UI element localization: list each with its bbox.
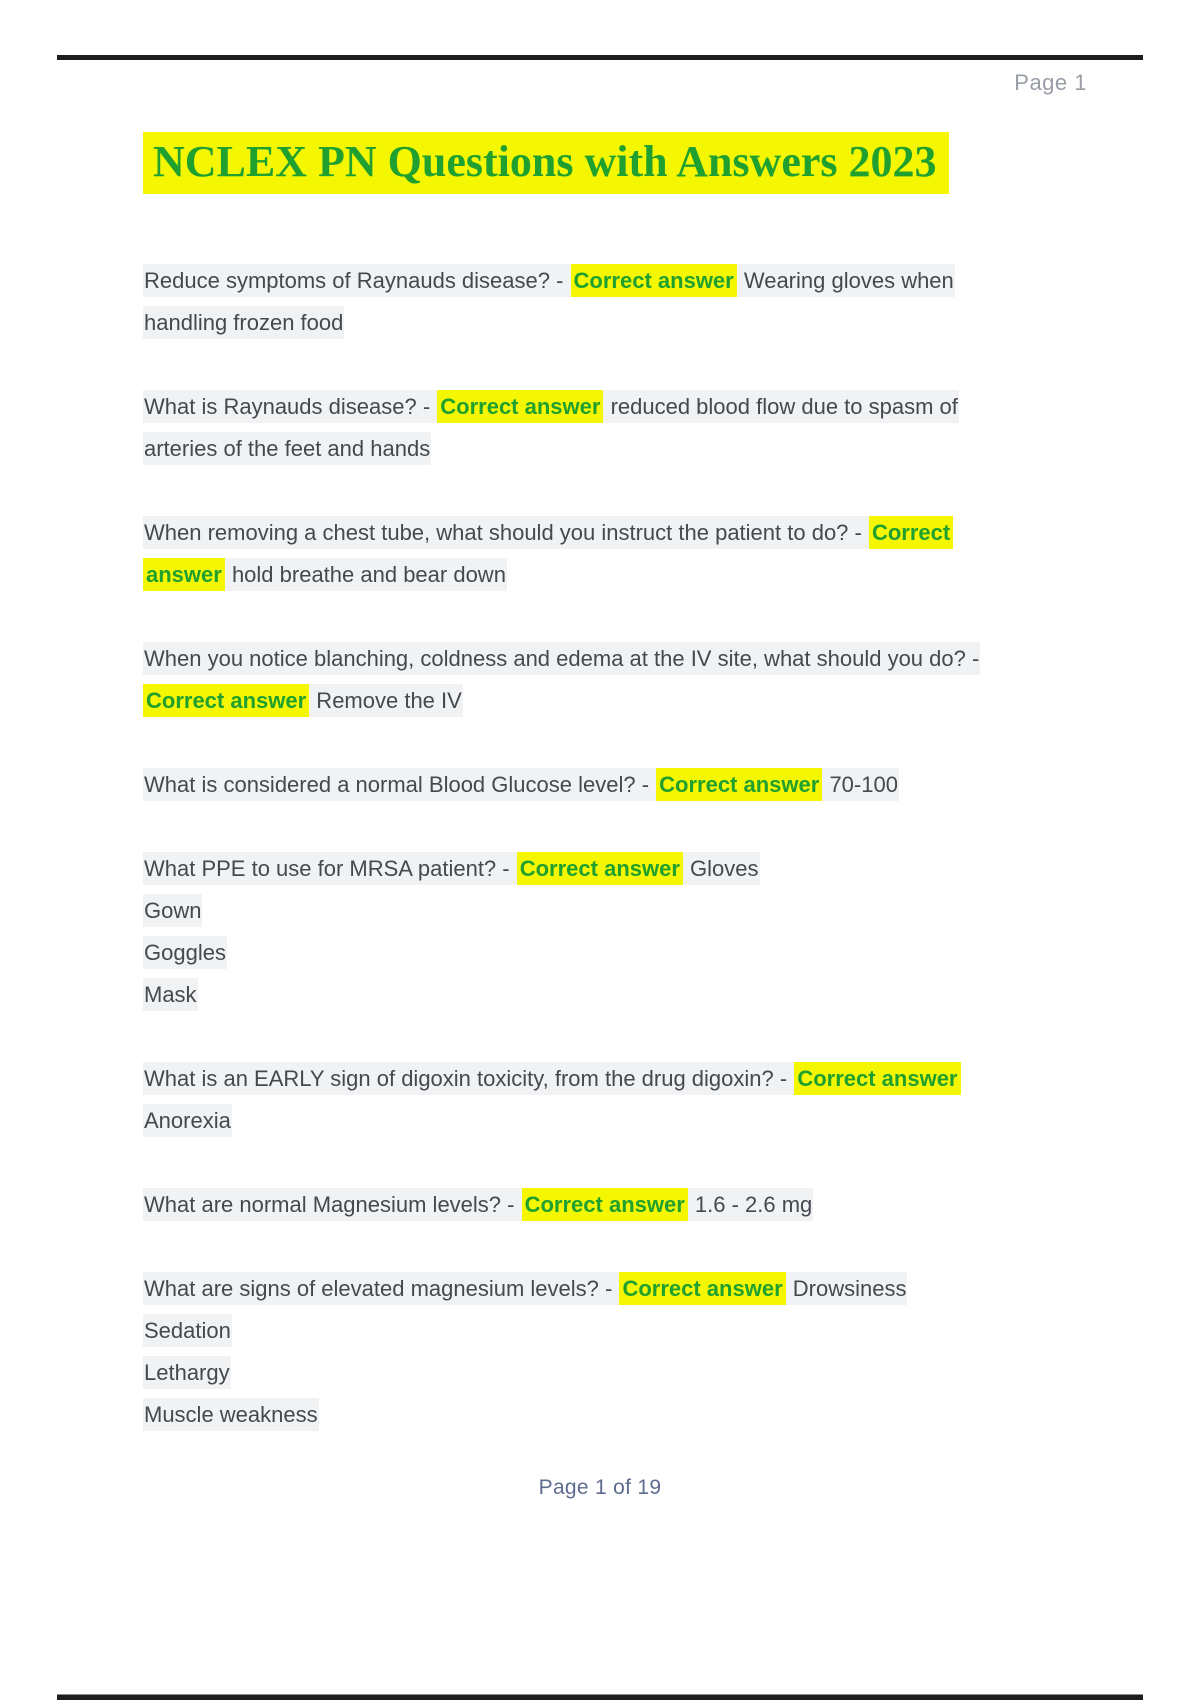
qa-line: [143, 890, 1103, 932]
page-footer: Page 1 of 19: [538, 1476, 662, 1499]
correct-answer-highlight: Correct answer: [619, 1272, 785, 1305]
correct-answer-highlight: Correct: [869, 516, 953, 549]
correct-answer-highlight: Correct answer: [437, 390, 603, 423]
correct-answer-highlight: Correct answer: [794, 1062, 960, 1095]
question-text: Sedation: [143, 1314, 232, 1347]
qa-line: [143, 1394, 1103, 1436]
qa-line: [143, 386, 1103, 428]
question-text: What are normal Magnesium levels? -: [143, 1188, 522, 1221]
footer-rule: [57, 1694, 1143, 1700]
question-text: Gown: [143, 894, 202, 927]
qa-line: [143, 974, 1103, 1016]
qa-paragraph: [143, 638, 1103, 722]
qa-line: [143, 764, 1103, 806]
page-number-header: Page 1: [1014, 70, 1087, 95]
qa-line: [143, 848, 1103, 890]
qa-line: [143, 932, 1103, 974]
qa-line: [143, 1352, 1103, 1394]
question-text: Wearing gloves when: [737, 264, 955, 297]
question-text: Lethargy: [143, 1356, 231, 1389]
correct-answer-highlight: Correct answer: [656, 768, 822, 801]
question-text: 1.6 - 2.6 mg: [688, 1188, 814, 1221]
qa-paragraph: [143, 1184, 1103, 1226]
question-text: Remove the IV: [309, 684, 463, 717]
qa-paragraph: [143, 512, 1103, 596]
qa-line: [143, 1058, 1103, 1100]
qa-line: [143, 1184, 1103, 1226]
question-text: arteries of the feet and hands: [143, 432, 431, 465]
question-text: 70-100: [822, 768, 899, 801]
question-text: What is an EARLY sign of digoxin toxicity, from the drug digoxin? -: [143, 1062, 794, 1095]
qa-line: [143, 638, 1103, 680]
qa-paragraph: [143, 1268, 1103, 1436]
qa-line: [143, 1268, 1103, 1310]
question-text: Gloves: [683, 852, 760, 885]
qa-line: [143, 302, 1103, 344]
question-text: hold breathe and bear down: [225, 558, 507, 591]
question-text: Drowsiness: [786, 1272, 908, 1305]
qa-line: [143, 512, 1103, 554]
question-text: reduced blood flow due to spasm of: [603, 390, 958, 423]
question-text: What is Raynauds disease? -: [143, 390, 437, 423]
question-text: Goggles: [143, 936, 227, 969]
question-text: What is considered a normal Blood Glucose level? -: [143, 768, 656, 801]
qa-line: [143, 680, 1103, 722]
qa-line: [143, 1100, 1103, 1142]
question-text: handling frozen food: [143, 306, 344, 339]
qa-line: [143, 1310, 1103, 1352]
document-title: NCLEX PN Questions with Answers 2023: [143, 132, 949, 194]
qa-paragraph: [143, 848, 1103, 1016]
question-text: When you notice blanching, coldness and edema at the IV site, what should you do? -: [143, 642, 980, 675]
question-text: Reduce symptoms of Raynauds disease? -: [143, 264, 571, 297]
document-title-block: [143, 132, 949, 194]
qa-paragraph: [143, 1058, 1103, 1142]
question-text: What are signs of elevated magnesium levels? -: [143, 1272, 619, 1305]
qa-paragraph: [143, 764, 1103, 806]
qa-line: [143, 554, 1103, 596]
qa-paragraph: [143, 260, 1103, 344]
correct-answer-highlight: Correct answer: [143, 684, 309, 717]
correct-answer-highlight: Correct answer: [571, 264, 737, 297]
correct-answer-highlight: Correct answer: [517, 852, 683, 885]
question-text: Anorexia: [143, 1104, 232, 1137]
question-text: Mask: [143, 978, 198, 1011]
question-text: When removing a chest tube, what should you instruct the patient to do? -: [143, 516, 869, 549]
qa-line: [143, 428, 1103, 470]
question-text: What PPE to use for MRSA patient? -: [143, 852, 517, 885]
correct-answer-highlight: answer: [143, 558, 225, 591]
qa-paragraph: [143, 386, 1103, 470]
qa-line: [143, 260, 1103, 302]
header-rule: [57, 55, 1143, 60]
correct-answer-highlight: Correct answer: [522, 1188, 688, 1221]
question-text: Muscle weakness: [143, 1398, 319, 1431]
qa-list: [143, 260, 1103, 1478]
